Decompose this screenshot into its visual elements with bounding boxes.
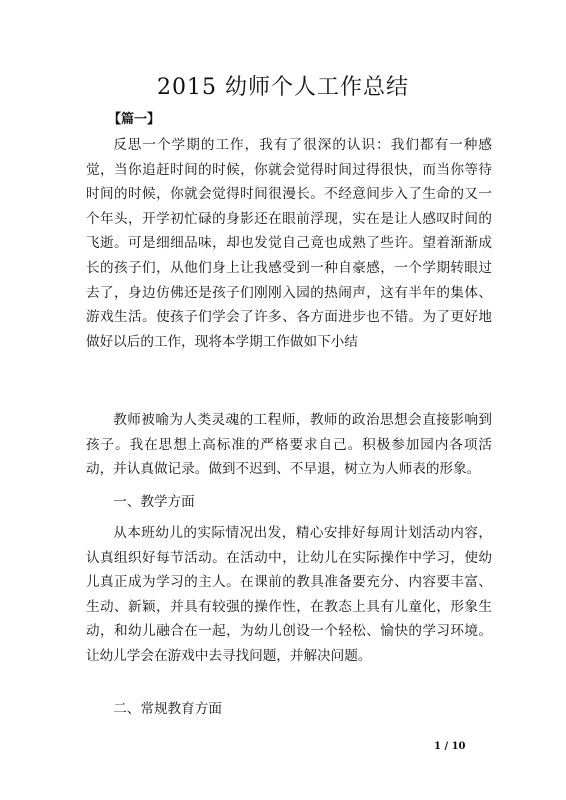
heading-text: 二、常规教育方面	[113, 701, 222, 717]
paragraph-text: 从本班幼儿的实际情况出发，精心安排好每周计划活动内容，认真组织好每节活动。在活动中，让幼儿在实际操作中学习，使幼儿真正成为学习的主人。在课前的教具准备要充分、内容要丰富、生动、新颖，并具有较强的操作性，在教态上具有儿童化，形象生动，和幼儿融合在一起，为幼儿创设一个轻松、愉快的学习环境。让幼儿学会在游戏中去寻找问题，并解决问题。	[86, 525, 492, 664]
section-label: 【篇一】	[108, 112, 161, 127]
heading-text: 一、教学方面	[113, 494, 195, 510]
page-number: 1 / 10	[434, 741, 466, 752]
document-title: 2015 幼师个人工作总结	[157, 75, 409, 100]
section-heading-routine	[86, 697, 492, 722]
section-heading-teaching	[86, 490, 492, 515]
paragraph-text: 反思一个学期的工作，我有了很深的认识：我们都有一种感觉，当你追赶时间的时候，你就会觉得时间过得很快，而当你等待时间的时候，你就会觉得时间很漫长。不经意间步入了生命的又一个年头，开学初忙碌的身影还在眼前浮现，实在是让人感叹时间的飞逝。可是细细品味，却也发觉自己竟也成熟了些许。望着渐渐成长的孩子们，从他们身上让我感受到一种自豪感，一个学期转眼过去了，身边仿佛还是孩子们刚刚入园的热闹声，这有半年的集体、游戏生活。使孩子们学会了许多、各方面进步也不错。为了更好地做好以后的工作，现将本学期工作做如下小结	[86, 137, 492, 350]
paragraph-text: 教师被喻为人类灵魂的工程师，教师的政治思想会直接影响到孩子。我在思想上高标准的严格要求自己。积极参加园内各项活动，并认真做记录。做到不迟到、不早退，树立为人师表的形象。	[86, 412, 492, 478]
body-paragraph-2	[86, 408, 492, 482]
body-paragraph-3	[86, 521, 492, 669]
body-paragraph-1	[86, 133, 492, 354]
